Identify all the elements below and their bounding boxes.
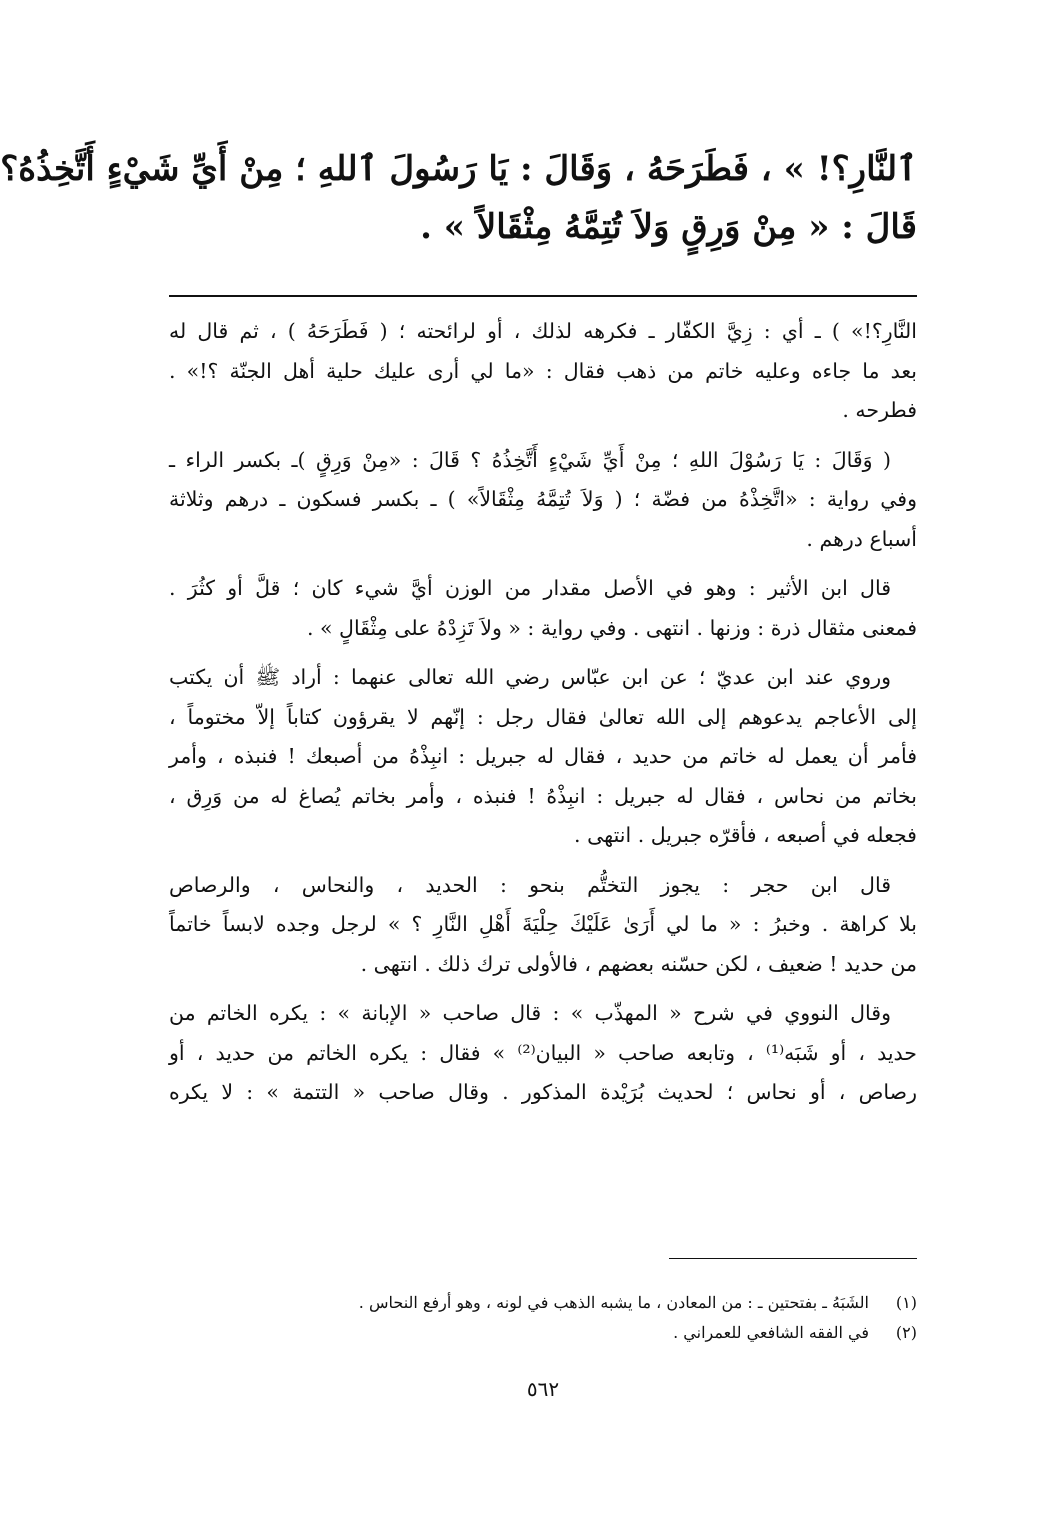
separator-rule: [169, 295, 917, 297]
footnote-text: في الفقه الشافعي للعمراني .: [673, 1323, 869, 1342]
commentary-paragraph-4: [169, 658, 917, 856]
commentary-paragraph-3: [169, 569, 917, 648]
commentary: [169, 312, 917, 1123]
text-line: رصاص ، أو نحاس ؛ لحديث بُرَيْدة المذكور . وقال صاحب « التتمة » : لا يكره: [169, 1080, 917, 1104]
text-line: أسباع درهم .: [806, 526, 917, 551]
commentary-paragraph-1: [169, 312, 917, 431]
text-line: فجعله في أصبعه ، فأقرّه جبريل . انتهى .: [574, 823, 917, 847]
commentary-paragraph-6: [169, 994, 917, 1113]
footnote-number: (١): [895, 1293, 917, 1312]
hadith-line-2: قَالَ : « مِنْ وَرِقٍ وَلاَ تُتِمَّهُ مِثْقَالاً » .: [420, 207, 917, 247]
text-line: ( وَقَالَ : يَا رَسُوْلَ اللهِ ؛ مِنْ أَيِّ شَيْءٍ أَتَّخِذُهُ ؟ قَالَ : «مِنْ وَرِقٍ )ـ بكسر الراء ـ: [169, 447, 891, 472]
footnotes: [169, 1288, 917, 1348]
text-line: بخاتم من نحاس ، فقال له جبريل : انبِذْهُ ! فنبذه ، وأمر بخاتم يُصاغ له من وَرِق ،: [169, 783, 917, 808]
text-line: إلى الأعاجم يدعوهم إلى الله تعالىٰ فقال رجل : إنّهم لا يقرؤون كتاباً إلاّ مختوماً ،: [169, 704, 917, 729]
commentary-paragraph-2: [169, 441, 917, 560]
text-line: من حديد ! ضعيف ، لكن حسّنه بعضهم ، فالأولى ترك ذلك . انتهى .: [360, 951, 917, 976]
text-line: فطرحه .: [842, 398, 917, 422]
text-line: وفي رواية : «اتَّخِذْهُ من فضّة ؛ ( وَلاَ تُتِمَّهُ مِثْقَالاً» ) ـ بكسر فسكون ـ درهم وثلاثة: [169, 487, 917, 511]
hadith-line-1: ٱلنَّارِ؟! » ، فَطَرَحَهُ ، وَقَالَ : يَا رَسُولَ ٱللهِ ؛ مِنْ أَيِّ شَيْءٍ أَتَّخِذُهُ؟: [0, 149, 917, 189]
text-line: بعد ما جاءه وعليه خاتم من ذهب فقال : «ما لي أرى عليك حلية أهل الجنّة ؟!» .: [169, 358, 917, 383]
footnote-2: [169, 1318, 917, 1348]
text-line: بلا كراهة . وخبرُ : « ما لي أَرَىٰ عَلَيْكَ حِلْيَةَ أَهْلِ النَّارِ ؟ » لرجل وجده لابساً خاتماً: [169, 912, 917, 936]
text-line: قال ابن حجر : يجوز التختُّم بنحو : الحديد ، والنحاس ، والرصاص: [169, 872, 891, 897]
footnote-1: [169, 1288, 917, 1318]
text-line: فأمر أن يعمل له خاتم من حديد ، فقال له جبريل : انبِذْهُ من أصبعك ! فنبذه ، وأمر: [169, 744, 917, 768]
hadith-text: [0, 140, 917, 256]
text-line: وروي عند ابن عديّ ؛ عن ابن عبّاس رضي الله تعالى عنهما : أراد ﷺ أن يكتب: [169, 665, 891, 689]
commentary-paragraph-5: [169, 866, 917, 985]
text-line: النَّارِ؟!» ) ـ أي : زِيَّ الكفّار ـ فكرهه لذلك ، أو لرائحته ؛ ( فَطَرَحَهُ ) ، ثم قال له: [169, 319, 917, 343]
text-line: وقال النووي في شرح « المهذّب » : قال صاحب « الإبانة » : يكره الخاتم من: [169, 1001, 891, 1025]
footnote-separator: [669, 1258, 917, 1259]
text-line: فمعنى مثقال ذرة : وزنها . انتهى . وفي رواية : « ولاَ تَزِدْهُ على مِثْقَالٍ » .: [306, 615, 917, 640]
page-number: ٥٦٢: [526, 1377, 560, 1401]
footnote-text: الشَبَهُ ـ بفتحتين ـ : من المعادن ، ما يشبه الذهب في لونه ، وهو أرفع النحاس .: [358, 1293, 869, 1312]
text-line: قال ابن الأثير : وهو في الأصل مقدار من الوزن أيَّ شيء كان ؛ قلَّ أو كثُرَ .: [169, 576, 891, 600]
text-line: حديد ، أو شَبَه⁽¹⁾ ، وتابعه صاحب « البيان⁽²⁾ » فقال : يكره الخاتم من حديد ، أو: [169, 1040, 917, 1065]
footnote-number: (٢): [895, 1323, 917, 1342]
